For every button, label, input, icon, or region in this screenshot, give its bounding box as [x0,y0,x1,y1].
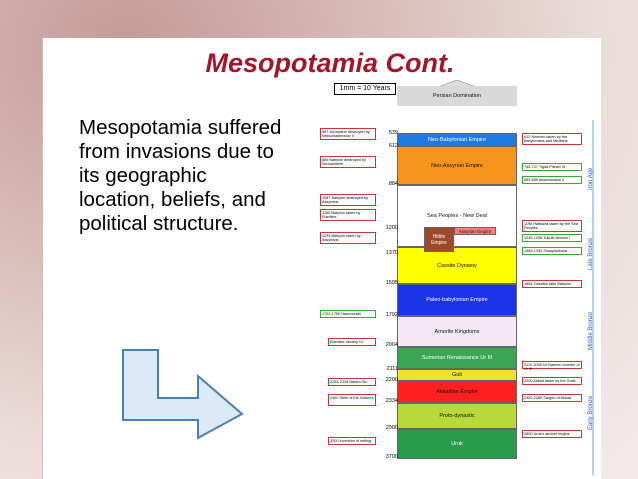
band-proto-dynastic: Proto-dynastic [397,403,517,429]
timeline-scale-label: 1mm = 10 Years [334,83,396,95]
date-label: 2004 [385,342,398,348]
date-label: 2200 [385,377,398,383]
right-note: 669-659 Assurbanipal II [522,176,582,184]
date-label: 1370 [385,250,398,256]
right-note: 1190 Hattusha taken by the Sea Peoples [522,220,582,232]
band-amorite: Amorite Kingdoms [397,316,517,347]
date-label: 2900 [385,425,398,431]
left-note: 689 Babylon destroyed by Sennacherib [320,156,376,168]
band-akkadian: Akkadian Empire [397,381,517,403]
slide-title: Mesopotamia Cont. [205,48,455,78]
right-note: 745-727 Tiglat-Pileser III [522,163,582,171]
date-label: 884 [388,181,398,187]
right-note: 1594 Cassites take Babylon [522,280,582,288]
date-label: 2334 [385,398,398,404]
band-neo-babylonian: Neo-Babylonian Empire [397,133,517,146]
right-arrow-icon [120,348,245,440]
right-note: 2112-2095 Ur-Nammu founder of Ur III [522,361,582,369]
date-label: 539 [388,130,398,136]
band-persian: Persian Domination [397,86,517,106]
left-note: 1234 Babylon taken by Assyrians [320,232,376,244]
slide-body-text: Mesopotamia suffered from invasions due to its geographic location, beliefs, and political structure. [79,116,282,235]
left-note: 1087 Babylon destroyed by Assyrians [320,194,376,206]
era-label: Iron Age [588,167,594,190]
right-note: 2800 Uruk's decline begins [522,430,582,438]
band-sea-peoples: Sea Peoples - New Deal [397,185,517,247]
era-label: Middle Bronze [588,311,594,350]
right-note: 2340-2280 Sargon of Akkad [522,394,582,402]
left-note: 2450 Stele of the Vultures [328,394,376,406]
band-guti: Guti [397,369,517,381]
date-label: 1200 [385,225,398,231]
right-note: 612 Nineveh taken by the Babylonians and Medians [522,133,582,145]
date-label: 3700 [385,454,398,460]
band-uruk: Uruk [397,429,517,459]
band-neo-assyrian: Neo-Assyrian Empire [397,146,517,185]
band-sumerian-renaissance: Sumerian Renaissance Ur III [397,347,517,369]
date-label: 1792 [385,312,398,318]
left-note: 3200 Invention of writing [328,437,376,445]
band-assyrian: Assyrian Empire [454,227,496,235]
era-label: Early Bronze [588,395,594,430]
date-label: 612 [388,143,398,149]
left-note: 1155 Babylon taken by Elamites [320,209,376,221]
band-hittite: Hittite Empire [424,227,454,252]
date-label: 2111 [386,366,398,372]
band-paleo-babylonian: Paleo-babylonian Empire [397,284,517,316]
right-note: 1365-1330 Shuppiluliuma [522,247,582,255]
right-note: 2200 Akkad taken by the Gutis [522,377,582,385]
left-note: 2254-2218 Naram-Sin [328,378,376,386]
left-note: Elamites destroy Ur [328,338,376,346]
date-label: 1595 [385,280,398,286]
right-note: 1245-1208 Tukulti-Ninurta I [522,234,582,242]
left-note: 587 Jerusalem destroyed by Nebuchadnezzar II [320,128,376,140]
era-label: Late Bronze [588,237,594,270]
mesopotamia-timeline [318,80,600,479]
band-cassite: Cassite Dynasty [397,247,517,284]
left-note: 1792-1750 Hammurabi [320,310,376,318]
